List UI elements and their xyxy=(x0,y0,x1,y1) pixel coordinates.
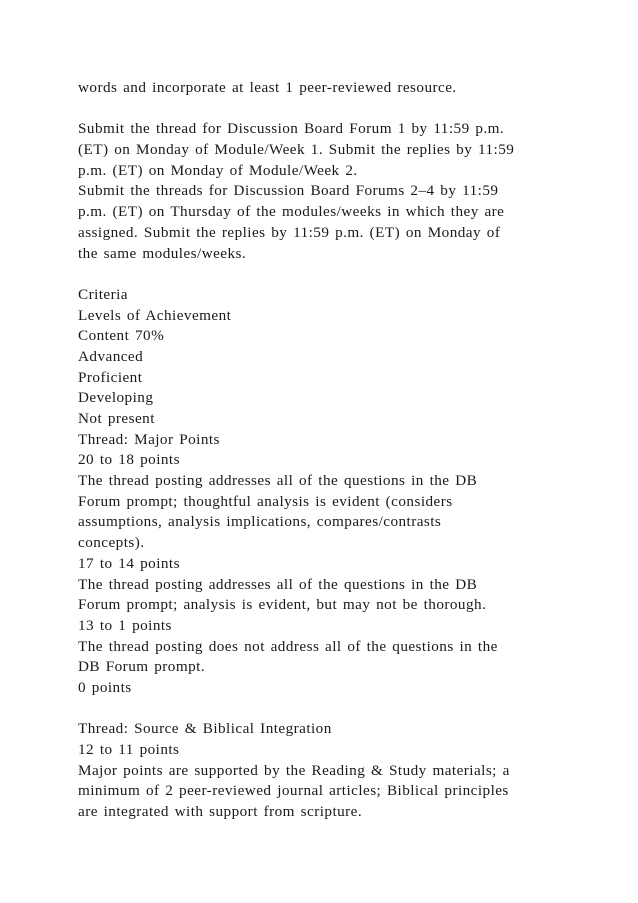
text-line: Submit the thread for Discussion Board Forum 1 by 11:59 p.m. xyxy=(78,120,505,138)
text-line: The thread posting addresses all of the questions in the DB xyxy=(78,472,478,490)
text-line: Submit the threads for Discussion Board Forums 2–4 by 11:59 xyxy=(78,182,499,200)
points-range: 12 to 11 points xyxy=(78,741,180,758)
text-line: Content 70% xyxy=(78,327,165,345)
text-line: The thread posting does not address all of the questions in the xyxy=(78,637,498,655)
blank-line xyxy=(78,699,578,720)
text-line: assigned. Submit the replies by 11:59 p.m. (ET) on Monday of xyxy=(78,223,501,241)
text-line: Major points are supported by the Reading & Study materials; a xyxy=(78,761,510,779)
text-line: the same modules/weeks. xyxy=(78,244,247,262)
text-line: Proficient xyxy=(78,368,143,386)
points-range: 0 points xyxy=(78,678,132,696)
criterion-title: Thread: Major Points xyxy=(78,430,220,448)
text-line: p.m. (ET) on Thursday of the modules/weeks in which they are xyxy=(78,203,505,221)
criterion-title: Thread: Source & Biblical Integration xyxy=(78,720,332,738)
heading-criteria: Criteria xyxy=(78,285,128,303)
text-line: p.m. (ET) on Monday of Module/Week 2. xyxy=(78,161,358,179)
text-line: (ET) on Monday of Module/Week 1. Submit the replies by 11:59 xyxy=(78,141,515,159)
text-line: DB Forum prompt. xyxy=(78,658,206,676)
points-range: 17 to 14 points xyxy=(78,554,180,572)
text-line: are integrated with support from scripture. xyxy=(78,803,363,821)
text-line: The thread posting addresses all of the questions in the DB xyxy=(78,575,478,593)
text-line: Not present xyxy=(78,410,155,427)
document-body xyxy=(78,78,578,823)
text-line: Levels of Achievement xyxy=(78,306,232,324)
text-line: assumptions, analysis implications, compares/contrasts xyxy=(78,513,442,531)
points-range: 20 to 18 points xyxy=(78,451,180,469)
points-range: 13 to 1 points xyxy=(78,616,172,634)
text-line: Forum prompt; thoughtful analysis is evident (considers xyxy=(78,492,453,510)
blank-line xyxy=(78,264,578,285)
text-line: Advanced xyxy=(78,347,144,365)
text-line: minimum of 2 peer-reviewed journal articles; Biblical principles xyxy=(78,782,509,800)
text-line: Forum prompt; analysis is evident, but may not be thorough. xyxy=(78,596,487,614)
text-line: words and incorporate at least 1 peer-reviewed resource. xyxy=(78,79,457,96)
text-line: concepts). xyxy=(78,534,145,552)
text-line: Developing xyxy=(78,389,154,407)
blank-line xyxy=(78,99,578,120)
